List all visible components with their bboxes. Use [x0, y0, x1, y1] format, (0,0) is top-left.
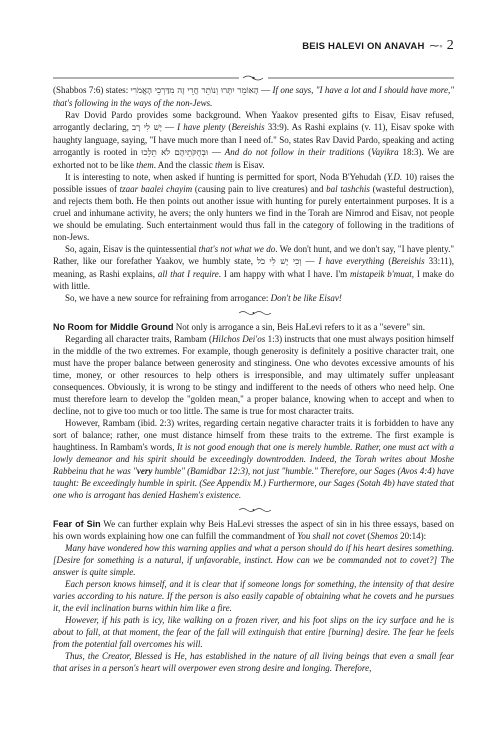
- section-divider-icon: [53, 307, 454, 319]
- section-heading: No Room for Middle Ground: [53, 322, 174, 332]
- quote-paragraph: Each person knows himself, and it is clear that if someone longs for something, the intensity of that desire varies according to his nature. If the person is also easily capable of obtaining what he covets and he pursues it, the evil inclination burns within him like a fire.: [53, 579, 454, 613]
- paragraph: So, again, Eisav is the quintessential that's not what we do. We don't hunt, and we don't say, "I have plenty." Rather, like our forefather Yaakov, we humbly state, וְכִי יֶשׁ לִי כֹל — I have everything (Bereishis 33:11), meaning, as Rashi explains, all that I require. I am happy with what I have. I'm mistapeik b'muat, I make do with little.: [53, 244, 455, 291]
- paragraph: It is interesting to note, when asked if hunting is permitted for sport, Noda B'Yehudah (Y.D. 10) raises the possible issues of tzaar baalei chayim (causing pain to live creatures) and bal tashchis (wasteful destruction), and rejects them both. He then points out another issue with hunting for purely entertainment purposes. It is a cruel and inhumane activity, he avers; the only hunters we find in the Torah are Nimrod and Eisav, not people we should be emulating. Such entertainment would thus fall in the category of following in the traditions of non-Jews.: [53, 172, 455, 242]
- running-head: [0, 38, 454, 54]
- quote-paragraph: However, if his path is icy, like walking on a frozen river, and his foot slips on the icy surface and he is about to fall, at that moment, the fear of the fall will extinguish that entire [burning] desire. The fear he feels from the potential fall overcomes his will.: [53, 615, 454, 649]
- quote-paragraph: Many have wondered how this warning applies and what a person should do if his heart desires something. [Desire for something is a natural, if unfavorable, instinct. How can we be commanded not to covet?] The answer is quite simple.: [53, 543, 454, 577]
- ornament-icon: ⁓◦: [429, 41, 443, 52]
- paragraph: So, we have a new source for refraining from arrogance: Don't be like Eisav!: [65, 293, 342, 303]
- block-quote: [53, 542, 454, 674]
- section-heading: Fear of Sin: [53, 519, 101, 529]
- quote-paragraph: Thus, the Creator, Blessed is He, has established in the nature of all living beings that even a small fear that arises in a person's heart will overpower even strong desire and longing. Therefore,: [53, 651, 454, 673]
- top-divider-icon: [53, 72, 454, 84]
- running-title: BEIS HALEVI ON ANAVAH: [302, 41, 425, 52]
- page-body: [53, 84, 454, 674]
- section-divider-icon: [53, 504, 454, 516]
- paragraph: Rav Dovid Pardo provides some background. When Yaakov presented gifts to Eisav, Eisav refused, arrogantly declaring, יֶשׁ לִי רָב — I have plenty (Bereishis 33:9). As Rashi explains (v. 11), Eisav spoke with haughty language, saying, "I have much more than I need of." So, states Rav David Pardo, speaking and acting arrogantly is rooted in וּבְחֻקֹּתֵיהֶם לֹא תֵלֵכוּ — And do not follow in their traditions (Vayikra 18:3). We are exhorted not to be like them. And the classic them is Eisav.: [53, 110, 455, 170]
- paragraph: However, Rambam (ibid. 2:3) writes, regarding certain negative character traits it is forbidden to have any sort of balance; rather, one must distance himself from these traits to the extreme. The first example is haughtiness. In Rambam's words, It is not good enough that one is merely humble. Rather, one must act with a lowly demeanor and his spirit should be exceedingly downtrodden. Indeed, the Torah writes about Moshe Rabbeinu that he was "very humble" (Bamidbar 12:3), not just "humble." Therefore, our Sages (Avos 4:4) have taught: Be exceedingly humble in spirit. (See Appendix M.) Furthermore, our Sages (Sotah 4b) have stated that one who is arrogant has denied Hashem's existence.: [53, 418, 454, 500]
- page-number: 2: [446, 38, 454, 53]
- paragraph: No Room for Middle Ground Not only is arrogance a sin, Beis HaLevi refers to it as a "severe" sin.: [53, 322, 426, 332]
- paragraph: Fear of Sin We can further explain why Beis HaLevi stresses the aspect of sin in his three essays, based on his own words explaining how one can fulfill the commandment of You shall not covet (Shemos 20:14):: [53, 519, 455, 541]
- paragraph: Regarding all character traits, Rambam (Hilchos Dei'os 1:3) instructs that one must always position himself in the middle of the two extremes. For example, though generosity is definitely a positive character trait, one must have the proper balance between generosity and stinginess. One who devotes excessive amounts of his time, money, or other resources to help others is irresponsible, and may ultimately suffer unpleasant consequences. Obviously, it is wrong to be stingy and indifferent to the needs of others who need help. One must therefore learn to develop the "golden mean," a proper balance, knowing when to accept and when to decline, not to give too much or too little. The same is true for most character traits.: [53, 334, 454, 416]
- paragraph: (Shabbos 7:6) states: הָאוֹמֵר יִתְּרוּ וְנוֹתֵר חֲרֵי זֶה מִדַּרְכֵי הָאֱמֹרִי — If one says, "I have a lot and I should have more," that's following in the ways of the non-Jews.: [53, 85, 455, 108]
